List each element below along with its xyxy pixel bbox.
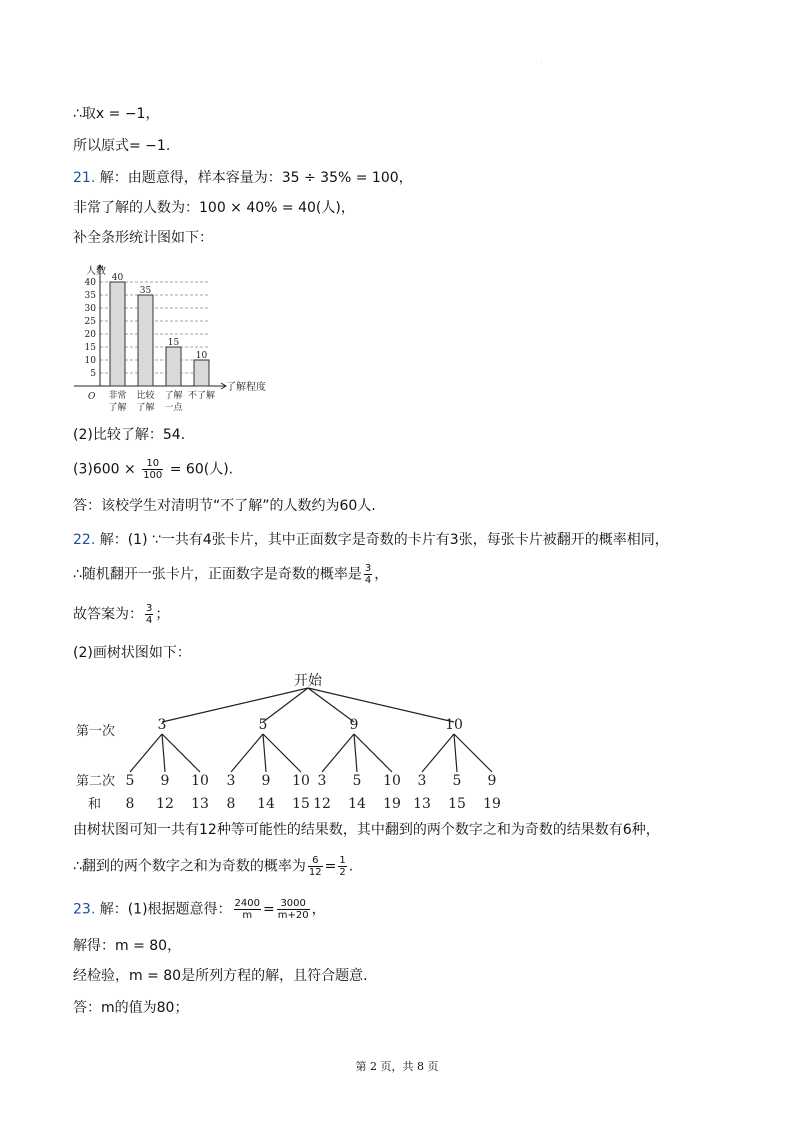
- row-label: 第一次: [76, 724, 116, 739]
- page-mark: ·: [540, 58, 543, 67]
- tree-sum: 19: [383, 796, 401, 812]
- y-tick-label: 40: [84, 278, 96, 288]
- text-line: 补全条形统计图如下：: [73, 230, 213, 246]
- x-tick-label: 非常: [108, 391, 127, 401]
- tree-leaf: 9: [160, 773, 170, 789]
- text-segment: ；: [155, 606, 170, 623]
- fraction: [338, 855, 346, 878]
- question-21-line: [73, 168, 413, 188]
- text-segment: ，: [374, 566, 389, 583]
- bar: [138, 295, 153, 386]
- question-number: 21.: [73, 170, 96, 186]
- text-segment: (3)600 ×: [73, 461, 136, 478]
- fraction: [142, 458, 163, 481]
- y-tick-label: 30: [84, 304, 96, 314]
- text-segment: 解：(1)根据题意得：: [95, 901, 232, 918]
- tree-node: 10: [445, 717, 463, 733]
- numerator: 3: [146, 603, 153, 614]
- numerator: 3: [364, 563, 372, 574]
- x-tick-label: 不了解: [187, 391, 216, 401]
- tree-sum: 8: [226, 796, 236, 812]
- tree-edge: [162, 734, 165, 772]
- tree-node: 3: [157, 717, 167, 733]
- tree-edge: [130, 734, 162, 772]
- tree-sum: 12: [313, 796, 331, 812]
- text-line: (2)比较了解：54.: [73, 427, 186, 443]
- data-label: 15: [167, 338, 180, 348]
- fraction: [145, 603, 153, 626]
- fraction: [364, 563, 372, 586]
- tree-edge: [231, 734, 263, 772]
- tree-sum: 14: [348, 796, 366, 812]
- tree-edge: [322, 734, 354, 772]
- numerator: 1: [339, 855, 346, 866]
- tree-leaf: 3: [317, 773, 327, 789]
- tree-sum: 14: [257, 796, 275, 812]
- tree-sum: 8: [125, 796, 135, 812]
- x-tick-label: 一点: [164, 403, 183, 413]
- tree-leaf: 10: [292, 773, 310, 789]
- x-tick-label: 了解: [164, 391, 183, 401]
- bar: [166, 347, 181, 386]
- numerator: 2400: [234, 898, 260, 909]
- text-line: 答：该校学生对清明节“不了解”的人数约为60人.: [73, 498, 376, 514]
- numerator: 3000: [277, 898, 310, 910]
- fraction-line: [73, 458, 233, 481]
- text-segment: =: [263, 901, 275, 918]
- x-tick-label: 了解: [108, 403, 127, 413]
- text-segment: ∴随机翻开一张卡片，正面数字是奇数的概率是: [73, 566, 362, 583]
- text-line: 答：m的值为80；: [73, 1000, 189, 1016]
- data-label: 35: [139, 286, 152, 296]
- tree-leaf: 10: [383, 773, 401, 789]
- question-22-line: [73, 530, 669, 550]
- question-number: 23.: [73, 901, 96, 918]
- y-tick-label: 20: [84, 330, 96, 340]
- text-segment: = 60(人).: [169, 461, 234, 478]
- fraction-line: [73, 603, 169, 626]
- bar: [110, 282, 125, 386]
- text-segment: 故答案为：: [73, 606, 143, 623]
- tree-leaf: 5: [352, 773, 362, 789]
- tree-root: 开始: [294, 673, 322, 689]
- fraction: [234, 898, 261, 921]
- denominator: 2: [339, 867, 346, 878]
- data-label: 10: [195, 351, 208, 361]
- text-line: 解得：m = 80，: [73, 938, 182, 954]
- text-line: 经检验，m = 80是所列方程的解，且符合题意.: [73, 968, 368, 984]
- text-segment: ∴翻到的两个数字之和为奇数的概率为: [73, 858, 306, 875]
- y-tick-label: 25: [84, 317, 96, 327]
- tree-edge: [308, 688, 454, 722]
- x-tick-label: 了解: [136, 403, 155, 413]
- tree-leaf: 9: [487, 773, 497, 789]
- y-tick-label: 5: [90, 369, 96, 379]
- tree-leaf: 5: [125, 773, 135, 789]
- denominator: 100: [143, 470, 163, 481]
- text-segment: 解：(1) ∵一共有4张卡片，其中正面数字是奇数的卡片有3张，每张卡片被翻开的概率相同，: [95, 532, 669, 548]
- x-axis-label: 了解程度: [226, 382, 266, 393]
- tree-edge: [263, 734, 301, 772]
- tree-node: 5: [258, 717, 268, 733]
- y-tick-label: 10: [84, 356, 96, 366]
- question-23-line: [73, 898, 326, 921]
- tree-edge: [422, 734, 454, 772]
- tree-edge: [354, 734, 357, 772]
- fraction-line: [73, 563, 388, 586]
- tree-leaf: 5: [452, 773, 462, 789]
- denominator: 4: [146, 615, 153, 626]
- tree-leaf: 3: [226, 773, 236, 789]
- tree-sum: 13: [191, 796, 209, 812]
- tree-edge: [454, 734, 457, 772]
- text-line: (2)画树状图如下：: [73, 645, 191, 661]
- y-axis-label: 人数: [86, 266, 106, 277]
- text-line: 非常了解的人数为：100 × 40% = 40(人)，: [73, 200, 355, 216]
- text-line: 所以原式= −1.: [73, 138, 171, 154]
- text-segment: ，: [311, 901, 326, 918]
- tree-edge: [454, 734, 492, 772]
- denominator: m+20: [277, 910, 309, 921]
- tree-edge: [354, 734, 392, 772]
- tree-leaf: 9: [261, 773, 271, 789]
- data-label: 40: [111, 273, 124, 283]
- tree-leaf: 3: [417, 773, 427, 789]
- y-tick-label: 35: [84, 291, 96, 301]
- tree-leaf: 10: [191, 773, 209, 789]
- denominator: 4: [364, 575, 372, 586]
- tree-sum: 15: [292, 796, 310, 812]
- fraction: [308, 855, 323, 878]
- tree-edge: [263, 734, 266, 772]
- page-footer: 第 2 页，共 8 页: [355, 1060, 439, 1073]
- row-label: 第二次: [76, 774, 116, 789]
- tree-sum: 12: [156, 796, 174, 812]
- tree-sum: 19: [483, 796, 501, 812]
- fraction-line: [73, 855, 353, 878]
- tree-diagram: [70, 668, 510, 813]
- y-tick-label: 15: [84, 343, 96, 353]
- denominator: m: [242, 910, 253, 921]
- numerator: 10: [142, 458, 163, 470]
- numerator: 6: [308, 855, 323, 867]
- denominator: 12: [308, 867, 322, 878]
- text-line: 由树状图可知一共有12种等可能性的结果数，其中翻到的两个数字之和为奇数的结果数有6种，: [73, 822, 660, 838]
- origin-label: O: [88, 392, 96, 402]
- text-segment: 解：由题意得，样本容量为：35 ÷ 35% = 100，: [95, 170, 413, 186]
- tree-sum: 13: [413, 796, 431, 812]
- bar: [194, 360, 209, 386]
- text-segment: =: [324, 858, 337, 875]
- text-line: ∴取x = −1，: [73, 106, 160, 122]
- row-label: 和: [88, 797, 102, 812]
- question-number: 22.: [73, 532, 96, 548]
- x-tick-label: 比较: [136, 391, 155, 401]
- bar-chart: [70, 252, 290, 422]
- fraction: [277, 898, 310, 921]
- tree-sum: 15: [448, 796, 466, 812]
- tree-edge: [162, 734, 200, 772]
- tree-node: 9: [349, 717, 359, 733]
- text-segment: .: [348, 858, 354, 875]
